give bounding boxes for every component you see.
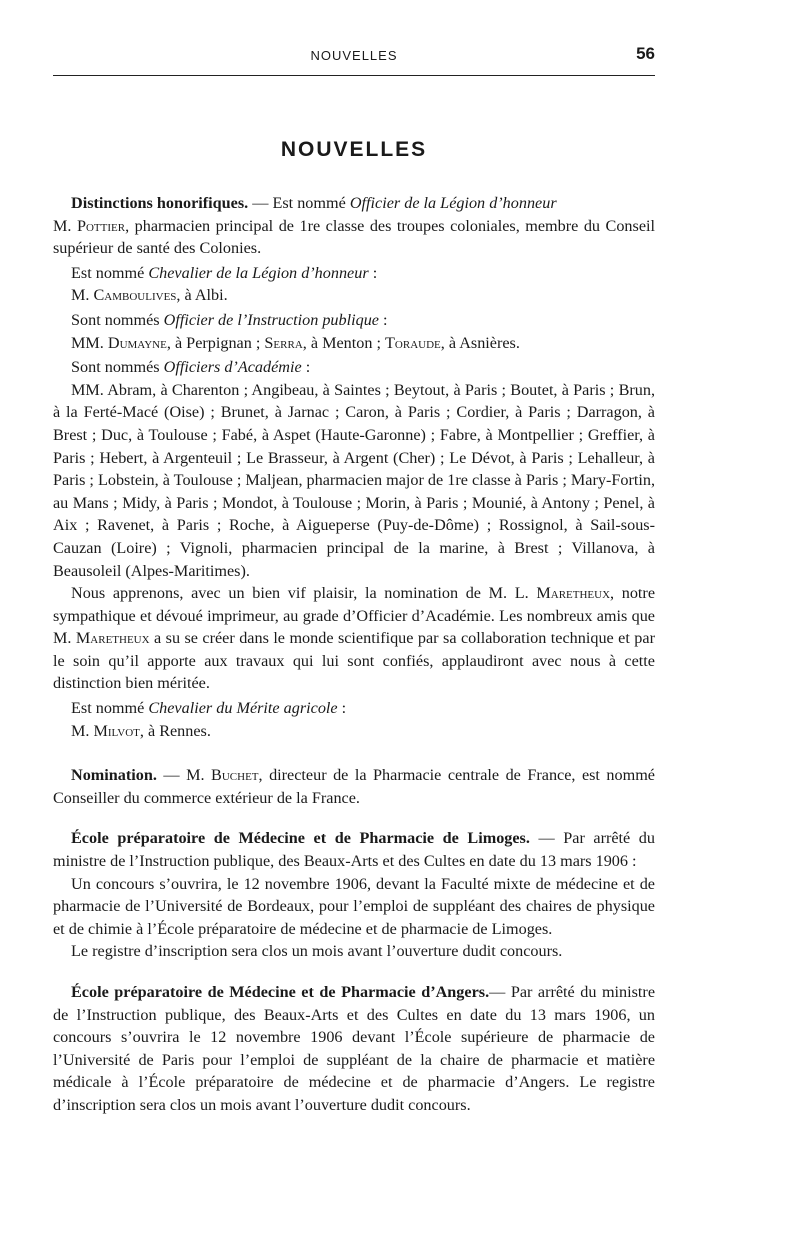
distinction-paragraph [53,356,655,379]
person-name: Dumayne [107,333,167,352]
text: : [301,358,311,377]
person-name: Serra [264,333,303,352]
header-rule [53,75,655,76]
person-name: Maretheux [536,584,611,603]
page-number: 56 [636,44,655,63]
section-heading-limoges: École préparatoire de Médecine et de Pharmacie de Limoges. [71,829,530,848]
distinction-paragraph [53,720,655,743]
text: Est nommé [71,699,149,718]
distinctions-intro [53,192,655,215]
distinction-paragraph [53,284,655,307]
text: , à Rennes. [139,721,211,740]
text: M. [53,216,77,235]
academie-list: MM. Abram, à Charenton ; Angibeau, à Saintes ; Beytout, à Paris ; Boutet, à Paris ; Brun, à la Ferté-Macé (Oise) ; Brunet, à Jarnac ; Caron, à Paris ; Cordier, à Paris ; Darragon, à Brest ; Duc, à Toulouse ; Fabé, à Aspet (Haute-Garonne) ; Fabre, à Montpellier ; Greffier, à Paris ; Hebert, à Argenteuil ; Le Brasseur, à Argent (Cher) ; Le Dévot, à Paris ; Lehalleur, à Paris ; Lobstein, à Toulouse ; Maljean, pharmacien major de 1re classe à Paris ; Mary-Fortin, au Mans ; Midy, à Paris ; Mondot, à Toulouse ; Morin, à Paris ; Mounié, à Antony ; Penel, à Aix ; Ravenet, à Paris ; Roche, à Aigueperse (Puy-de-Dôme) ; Rossignol, à Sail-sous-Cauzan (Loire) ; Vignoli, pharmacien principal de la marine, à Brest ; Villanova, à Beausoleil (Alpes-Maritimes). [53,380,655,580]
text: M. [71,721,94,740]
honor-title: Chevalier du Mérite agricole [148,699,338,718]
text: , notre sympathique et dévoué imprimeur, au grade d’Officier d’Académie. Les nombreux amis que M. [53,584,656,648]
section-heading-distinctions: Distinctions honorifiques. [71,194,249,212]
person-name: Maretheux [75,629,150,648]
limoges-intro [53,827,655,872]
text: , à Albi. [176,286,228,305]
running-head [53,44,655,68]
distinction-paragraph [53,332,655,355]
section-heading-nomination: Nomination. [71,766,157,785]
honor-title: Officier de la Légion d’honneur [349,194,557,212]
text: , directeur de la Pharmacie centrale de France, est nommé Conseiller du commerce extérieur de la France. [53,766,655,807]
running-title: NOUVELLES [310,48,398,63]
distinction-paragraph [53,309,655,332]
text: — Par arrêté du ministre de l’Instruction publique, des Beaux-Arts et des Cultes en date du 13 mars 1906 : [53,829,655,871]
text: , à Perpignan ; [166,333,265,352]
person-name: Milvot [93,721,140,740]
honor-title: Chevalier de la Légion d’honneur [148,263,369,282]
text: Sont nommés [71,310,164,329]
distinction-paragraph [53,262,655,285]
page-title: NOUVELLES [280,138,428,161]
person-name: Camboulives [93,286,177,305]
text: : [379,310,388,329]
text: , à Asnières. [440,333,520,352]
text: — Est nommé [248,194,350,212]
text: — Par arrêté du ministre de l’Instruction publique, des Beaux-Arts et des Cultes en date du 13 mars 1906, un concours s’ouvrira le 12 novembre 1906 devant l’École supérieure de pharmacie de l’Université de Paris pour l’emploi de suppléant de la chaire de pharmacie et matière médicale à l’École préparatoire de médecine et de pharmacie d’Angers. Le registre d’inscription sera clos un mois avant l’ouverture dudit concours. [53,983,656,1114]
person-name: Toraude [385,333,441,352]
person-name: Buchet [211,766,259,785]
text: Est nommé [71,263,149,282]
honor-title: Officiers d’Académie [163,358,302,377]
text: , à Menton ; [302,333,386,352]
body-text [53,192,655,1117]
limoges-paragraph: Un concours s’ouvrira, le 12 novembre 1906, devant la Faculté mixte de médecine et de pharmacie de l’Université de Bordeaux, pour l’emploi de suppléant des chaires de physique et de chimie à l’École préparatoire de médecine et de pharmacie de Limoges. [53,874,655,938]
text: : [337,699,347,718]
text: — M. [156,766,212,785]
angers-paragraph [53,981,655,1117]
text: Nous apprenons, avec un bien vif plaisir, la nomination de M. L. [71,584,537,603]
person-name: Pottier [76,216,126,235]
text: MM. [71,333,108,352]
text: Sont nommés [71,358,164,377]
text: a su se créer dans le monde scientifique par sa collaboration technique et par le soin qu’il apporte aux travaux qui lui sont confiés, applaudiront avec nous à cette distinction bien méritée. [53,629,655,693]
text: , pharmacien principal de 1re classe des troupes coloniales, membre du Conseil supérieur de santé des Colonies. [53,216,655,258]
text: : [368,263,378,282]
honor-title: Officier de l’Instruction publique [163,310,379,329]
section-heading-angers: École préparatoire de Médecine et de Pharmacie d’Angers. [71,983,490,1001]
distinction-paragraph [53,697,655,720]
maretheux-paragraph [53,582,655,695]
distinction-paragraph [53,215,655,260]
text: M. [71,286,94,305]
limoges-paragraph: Le registre d’inscription sera clos un mois avant l’ouverture dudit concours. [71,942,563,961]
nomination-paragraph [53,764,655,809]
